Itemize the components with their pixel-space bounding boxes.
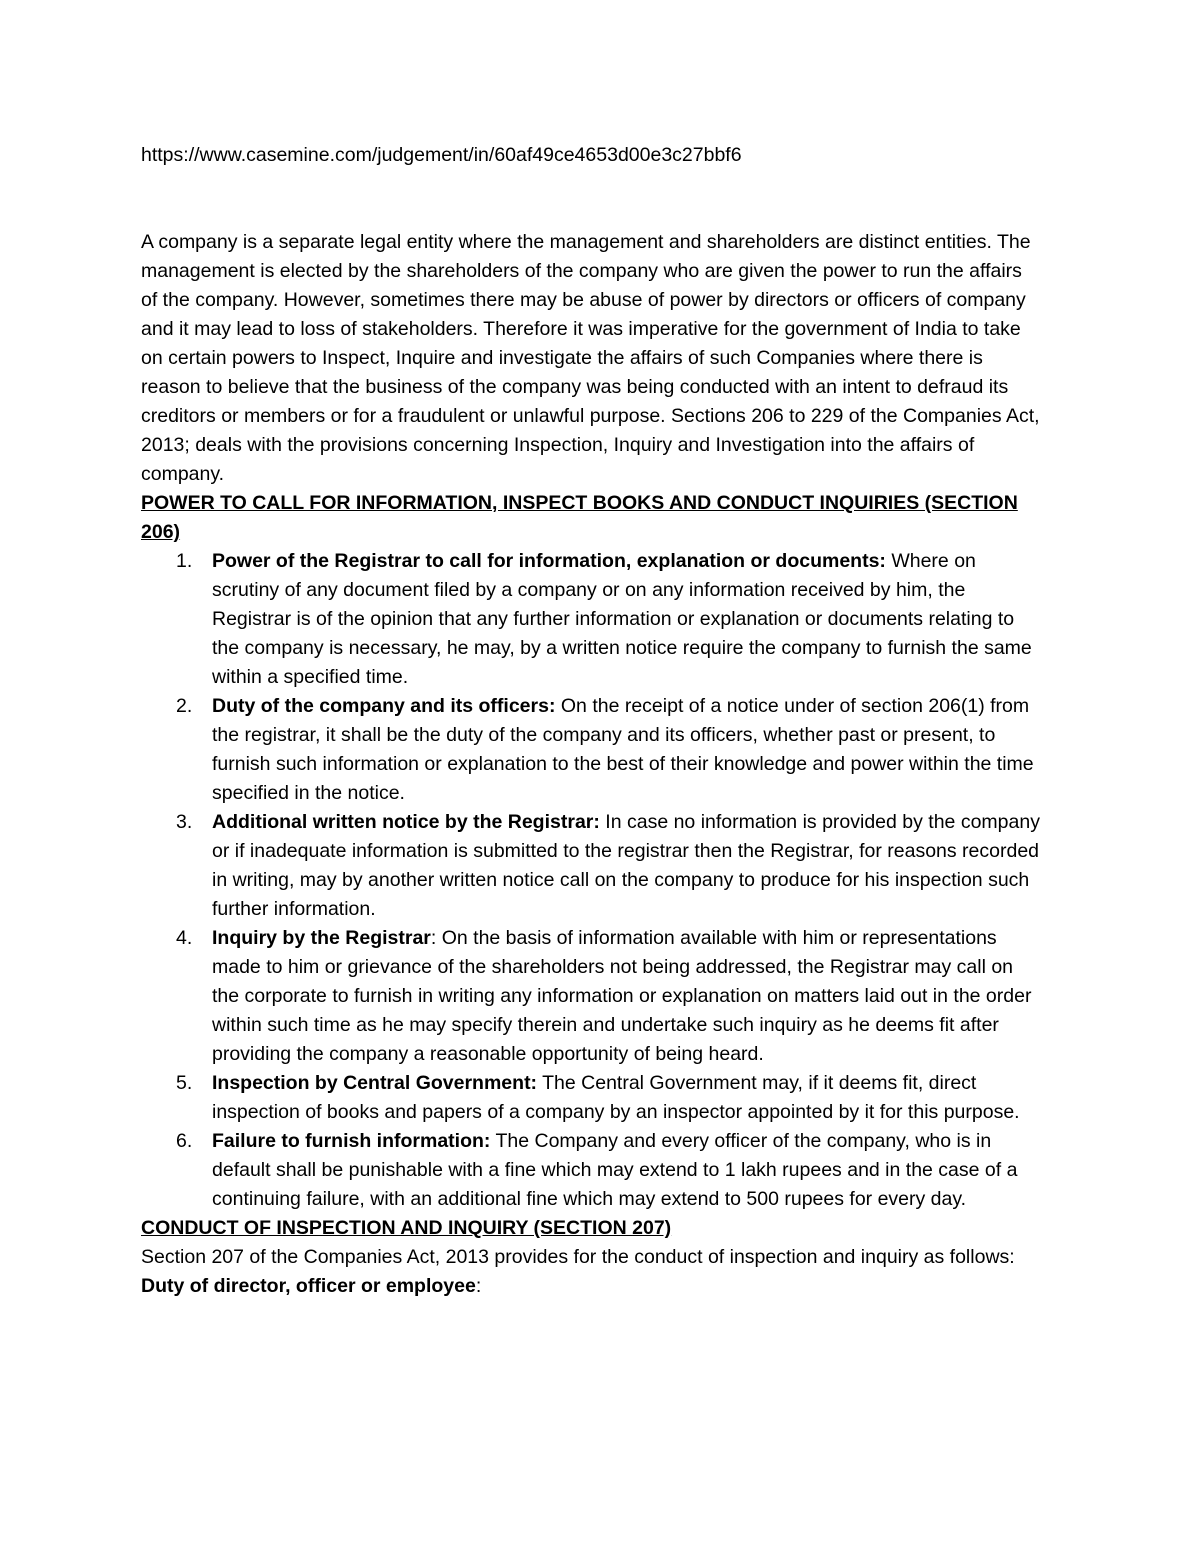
list-item-text: On the receipt of a notice under of section 206(1) from the registrar, it shall be the duty of the company and its officers, whether past or present, to furnish such information or explanation to the best of their knowledge and power within the time specified in the notice. — [212, 695, 1034, 804]
list-item — [176, 1127, 1041, 1214]
section-207-heading: CONDUCT OF INSPECTION AND INQUIRY (SECTION 207) — [141, 1217, 672, 1239]
document-body — [141, 141, 1041, 1301]
list-item-title: Power of the Registrar to call for information, explanation or documents: — [212, 550, 886, 572]
list-item-number: 6. — [176, 1130, 193, 1152]
list-item-title: Duty of the company and its officers: — [212, 695, 556, 717]
section-207-paragraph: Section 207 of the Companies Act, 2013 provides for the conduct of inspection and inquiry as follows: — [141, 1246, 1015, 1268]
list-item-title: Inspection by Central Government: — [212, 1072, 538, 1094]
section-206-list — [141, 547, 1041, 1214]
spacer — [141, 170, 1041, 228]
list-item-text: : On the basis of information available with him or representations made to him or grievance of the shareholders not being addressed, the Registrar may call on the corporate to furnish in writing any information or explanation on matters laid out in the order within such time as he may specify therein and undertake such inquiry as he deems fit after providing the company a reasonable opportunity of being heard. — [212, 927, 1032, 1065]
list-item-text: Where on scrutiny of any document filed by a company or on any information received by him, the Registrar is of the opinion that any further information or explanation or documents relating to the company is necessary, he may, by a written notice require the company to furnish the same within a specified time. — [212, 550, 1032, 688]
list-item-number: 2. — [176, 695, 193, 717]
list-item-title: Inquiry by the Registrar — [212, 927, 431, 949]
list-item — [176, 1069, 1041, 1127]
list-item-title: Additional written notice by the Registrar: — [212, 811, 600, 833]
list-item-number: 3. — [176, 811, 193, 833]
list-item — [176, 547, 1041, 692]
section-206-heading: POWER TO CALL FOR INFORMATION, INSPECT BOOKS AND CONDUCT INQUIRIES (SECTION 206) — [141, 492, 1018, 543]
source-url: https://www.casemine.com/judgement/in/60af49ce4653d00e3c27bbf6 — [141, 144, 742, 166]
list-item-text: In case no information is provided by the company or if inadequate information is submitted to the registrar then the Registrar, for reasons recorded in writing, may by another written notice call on the company to produce for his inspection such further information. — [212, 811, 1040, 920]
section-207-subheading-line — [141, 1272, 1041, 1301]
list-item-text: The Central Government may, if it deems fit, direct inspection of books and papers of a company by an inspector appointed by it for this purpose. — [212, 1072, 1020, 1123]
list-item-title: Failure to furnish information: — [212, 1130, 491, 1152]
list-item-number: 4. — [176, 927, 193, 949]
intro-paragraph: A company is a separate legal entity where the management and shareholders are distinct entities. The management is elected by the shareholders of the company who are given the power to run the affairs of the company. However, sometimes there may be abuse of power by directors or officers of company and it may lead to loss of stakeholders. Therefore it was imperative for the government of India to take on certain powers to Inspect, Inquire and investigate the affairs of such Companies where there is reason to believe that the business of the company was being conducted with an intent to defraud its creditors or members or for a fraudulent or unlawful purpose. Sections 206 to 229 of the Companies Act, 2013; deals with the provisions concerning Inspection, Inquiry and Investigation into the affairs of company. — [141, 231, 1040, 485]
list-item-text: The Company and every officer of the company, who is in default shall be punishable with a fine which may extend to 1 lakh rupees and in the case of a continuing failure, with an additional fine which may extend to 500 rupees for every day. — [212, 1130, 1018, 1210]
list-item — [176, 692, 1041, 808]
section-207-subheading-suffix: : — [475, 1275, 482, 1297]
section-207-subheading: Duty of director, officer or employee — [141, 1275, 476, 1297]
list-item-number: 5. — [176, 1072, 193, 1094]
list-item — [176, 924, 1041, 1069]
list-item-number: 1. — [176, 550, 193, 572]
list-item — [176, 808, 1041, 924]
